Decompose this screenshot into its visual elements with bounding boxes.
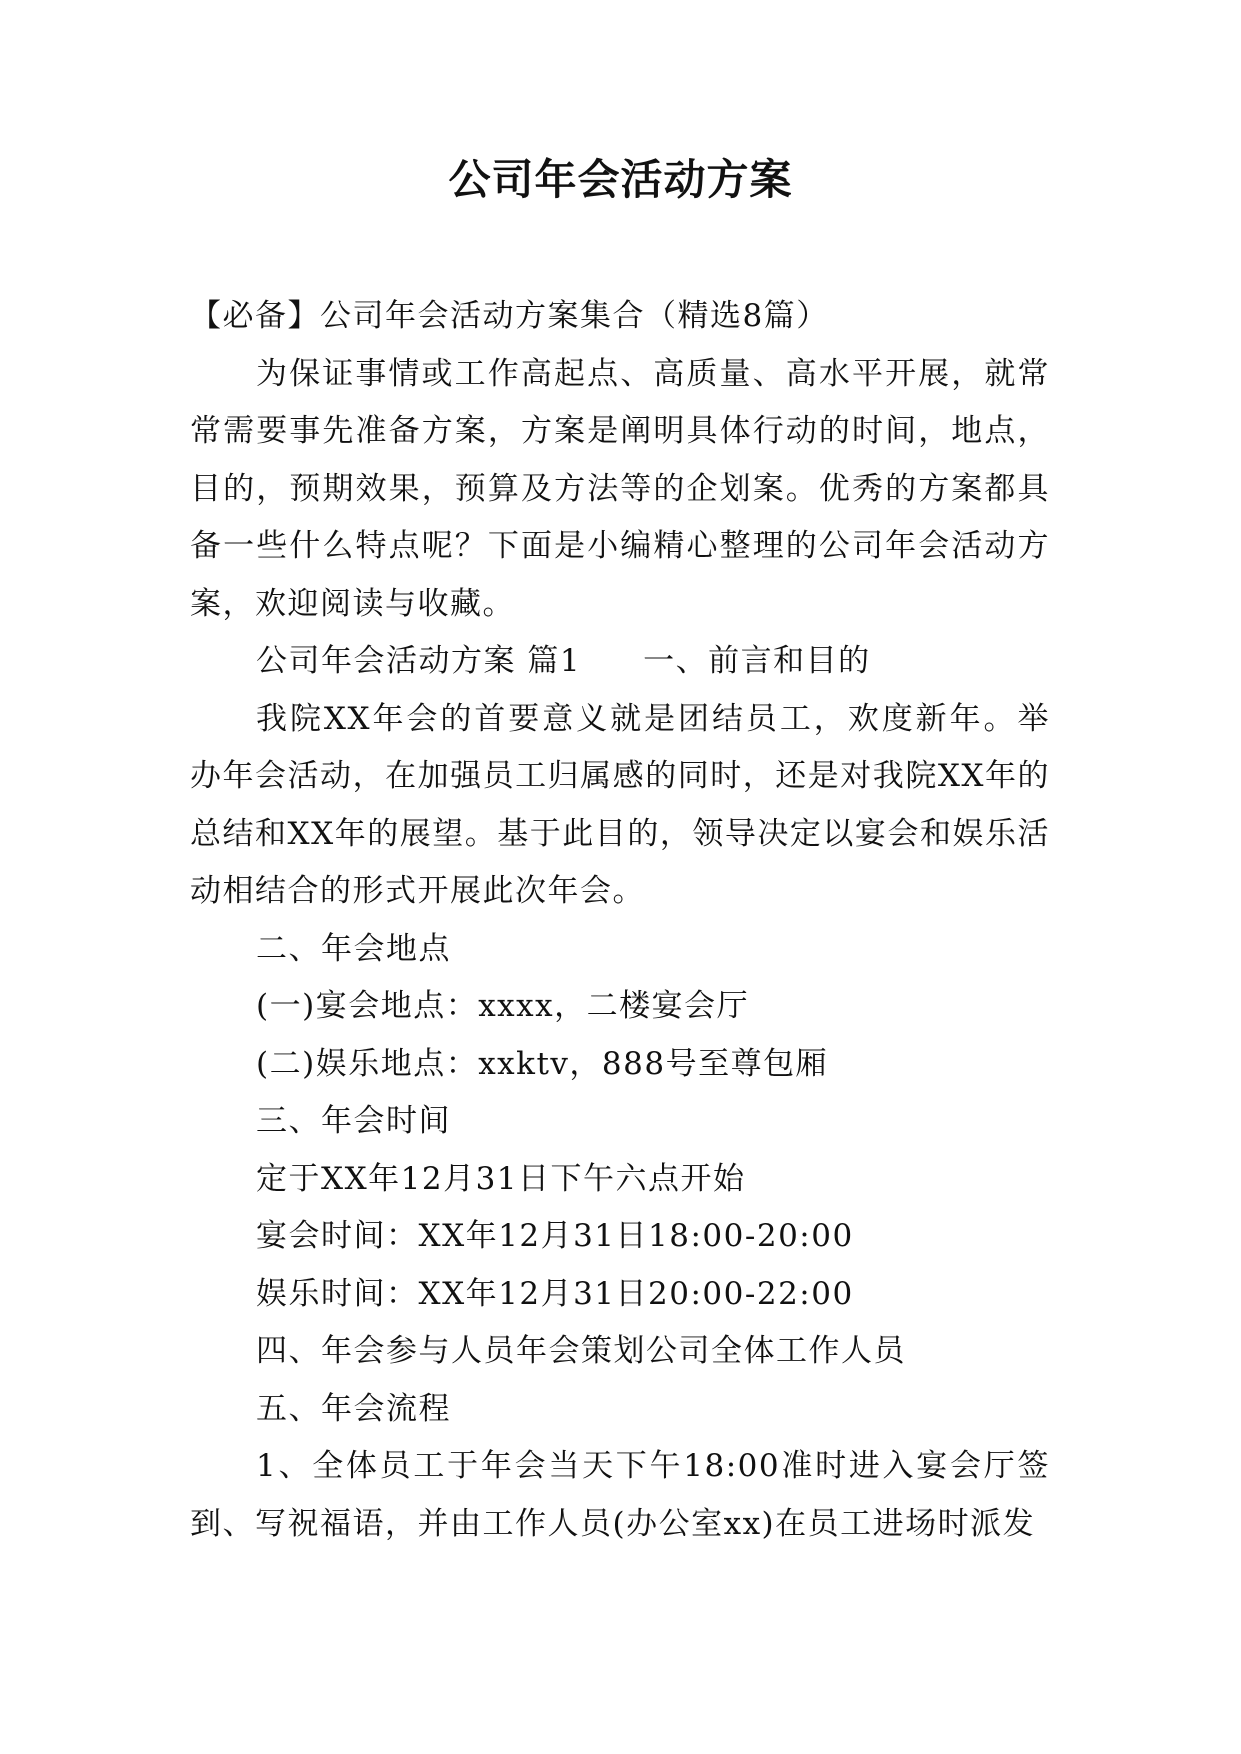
process-heading: 五、年会流程 <box>256 1390 451 1427</box>
location-banquet: (一)宴会地点：xxxx，二楼宴会厅 <box>256 988 750 1024</box>
purpose-paragraph: 我院XX年会的首要意义就是团结员工，欢度新年。举办年会活动，在加强员工归属感的同时，还是对我院XX年的总结和XX年的展望。基于此目的，领导决定以宴会和娱乐活动相结合的形式开展此次年会。 <box>190 700 1050 909</box>
participants-heading: 四、年会参与人员年会策划公司全体工作人员 <box>256 1333 906 1369</box>
intro-heading: 【必备】公司年会活动方案集合（精选8篇） <box>190 298 829 334</box>
time-start: 定于XX年12月31日下午六点开始 <box>256 1160 746 1197</box>
time-banquet: 宴会时间：XX年12月31日18:00-20:00 <box>256 1218 854 1254</box>
location-heading: 二、年会地点 <box>256 930 451 967</box>
process-step-1: 1、全体员工于年会当天下午18:00准时进入宴会厅签到、写祝福语，并由工作人员(办公室xx)在员工进场时派发 <box>190 1448 1050 1542</box>
intro-paragraph: 为保证事情或工作高起点、高质量、高水平开展，就常常需要事先准备方案，方案是阐明具体行动的时间，地点，目的，预期效果，预算及方法等的企划案。优秀的方案都具备一些什么特点呢？下面是小编精心整理的公司年会活动方案，欢迎阅读与收藏。 <box>190 355 1050 622</box>
section-preface: 一、前言和目的 <box>643 643 871 679</box>
article-title: 公司年会活动方案 篇1 <box>256 643 582 679</box>
time-heading: 三、年会时间 <box>256 1103 451 1139</box>
document-title: 公司年会活动方案 <box>448 155 793 204</box>
document-body <box>190 288 1050 1553</box>
section-heading-1 <box>190 633 1050 691</box>
time-entertainment: 娱乐时间：XX年12月31日20:00-22:00 <box>256 1275 854 1312</box>
location-entertainment: (二)娱乐地点：xxktv，888号至尊包厢 <box>256 1045 829 1082</box>
